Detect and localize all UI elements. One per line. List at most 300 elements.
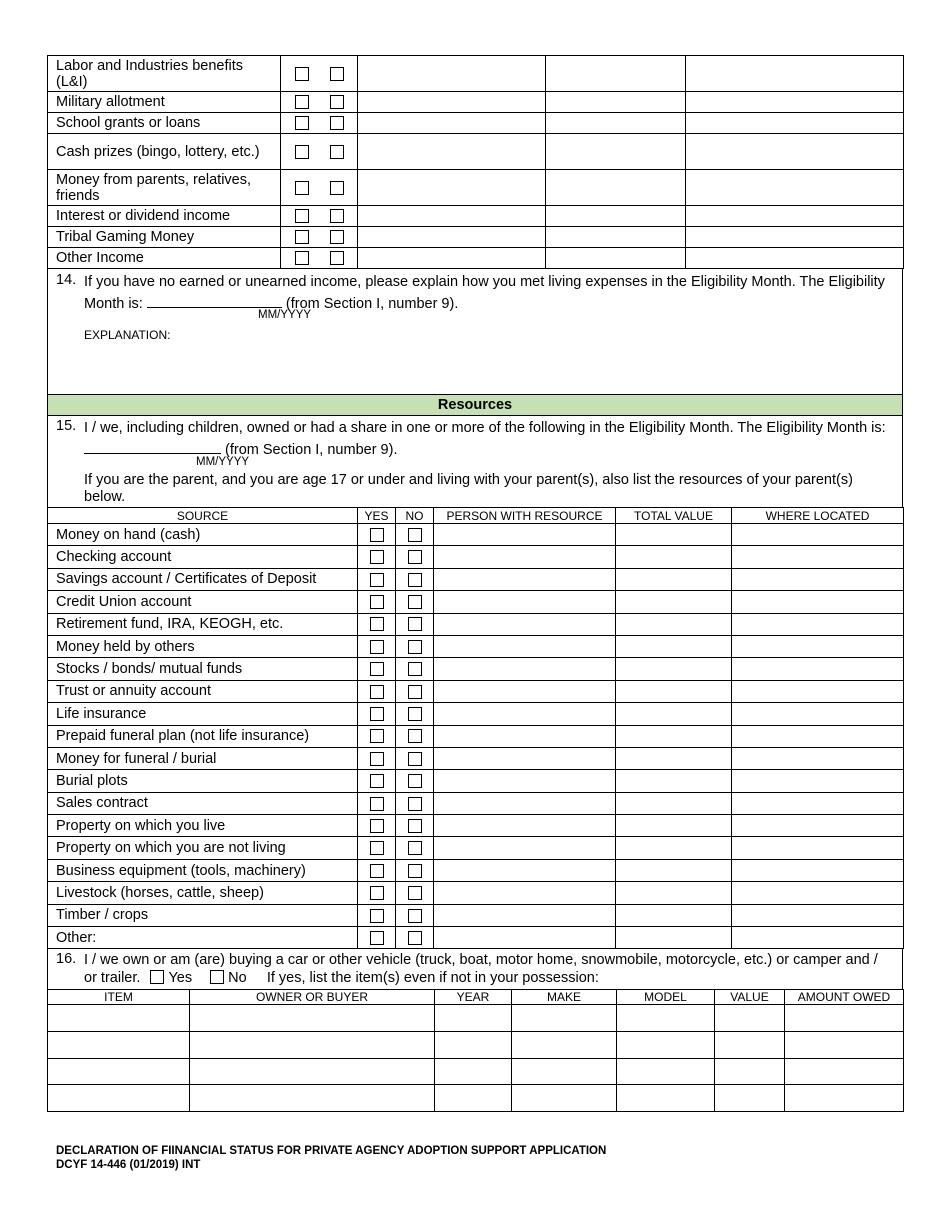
make-field[interactable] bbox=[512, 1032, 617, 1059]
value-field[interactable] bbox=[715, 1005, 785, 1032]
total-value-field[interactable] bbox=[616, 703, 732, 725]
amount-owed-field[interactable] bbox=[785, 1058, 904, 1085]
owner-field[interactable] bbox=[190, 1005, 435, 1032]
resource-no-checkbox[interactable] bbox=[408, 864, 422, 878]
col-yes: YES bbox=[358, 508, 396, 524]
resource-yes-checkbox[interactable] bbox=[370, 662, 384, 676]
person-with-resource-field[interactable] bbox=[434, 725, 616, 747]
resource-yes-checkbox[interactable] bbox=[370, 864, 384, 878]
resource-row bbox=[48, 815, 904, 837]
resource-yes-checkbox[interactable] bbox=[370, 752, 384, 766]
resource-row bbox=[48, 658, 904, 680]
eligibility-month-field[interactable] bbox=[147, 292, 282, 308]
resource-yes-checkbox[interactable] bbox=[370, 774, 384, 788]
make-field[interactable] bbox=[512, 1058, 617, 1085]
resource-source-label: Stocks / bonds/ mutual funds bbox=[48, 658, 358, 680]
amount-owed-field[interactable] bbox=[785, 1005, 904, 1032]
model-field[interactable] bbox=[617, 1005, 715, 1032]
where-located-field[interactable] bbox=[732, 591, 904, 613]
person-with-resource-field[interactable] bbox=[434, 658, 616, 680]
resource-source-label: Sales contract bbox=[48, 792, 358, 814]
income-yes-checkbox[interactable] bbox=[295, 116, 309, 130]
question-15-text-b: (from Section I, number 9). bbox=[225, 442, 398, 458]
total-value-field[interactable] bbox=[616, 815, 732, 837]
yes-cell bbox=[358, 882, 396, 904]
no-cell bbox=[396, 859, 434, 881]
eligibility-month-field[interactable] bbox=[84, 438, 221, 454]
income-yes-checkbox[interactable] bbox=[295, 230, 309, 244]
income-yes-checkbox[interactable] bbox=[295, 209, 309, 223]
income-row bbox=[48, 56, 904, 92]
no-cell bbox=[396, 613, 434, 635]
income-field[interactable] bbox=[358, 56, 546, 92]
vehicle-no-label: No bbox=[228, 970, 247, 987]
person-with-resource-field[interactable] bbox=[434, 904, 616, 926]
income-field[interactable] bbox=[358, 134, 546, 170]
vehicle-row bbox=[48, 1005, 904, 1032]
yes-cell bbox=[358, 524, 396, 546]
income-field[interactable] bbox=[546, 206, 686, 227]
no-cell bbox=[396, 680, 434, 702]
person-with-resource-field[interactable] bbox=[434, 815, 616, 837]
income-field[interactable] bbox=[686, 92, 904, 113]
resource-yes-checkbox[interactable] bbox=[370, 550, 384, 564]
income-no-checkbox[interactable] bbox=[330, 251, 344, 265]
col-year: YEAR bbox=[435, 990, 512, 1005]
where-located-field[interactable] bbox=[732, 635, 904, 657]
year-field[interactable] bbox=[435, 1032, 512, 1059]
resource-source-label: Other: bbox=[48, 927, 358, 949]
resource-yes-checkbox[interactable] bbox=[370, 685, 384, 699]
resource-row bbox=[48, 680, 904, 702]
income-no-checkbox[interactable] bbox=[330, 145, 344, 159]
income-field[interactable] bbox=[686, 227, 904, 248]
parent-note: If you are the parent, and you are age 17 or under and living with your parent(s), also list the resources of your parent(s) below. bbox=[84, 472, 853, 505]
resource-yes-checkbox[interactable] bbox=[370, 886, 384, 900]
income-source-label: Tribal Gaming Money bbox=[48, 227, 281, 248]
no-cell bbox=[396, 725, 434, 747]
income-source-label: Cash prizes (bingo, lottery, etc.) bbox=[48, 134, 281, 170]
income-no-checkbox[interactable] bbox=[330, 95, 344, 109]
resource-no-checkbox[interactable] bbox=[408, 841, 422, 855]
resource-no-checkbox[interactable] bbox=[408, 707, 422, 721]
person-with-resource-field[interactable] bbox=[434, 882, 616, 904]
total-value-field[interactable] bbox=[616, 792, 732, 814]
yes-cell bbox=[358, 546, 396, 568]
yes-cell bbox=[358, 837, 396, 859]
income-source-label: Money from parents, relatives, friends bbox=[48, 170, 281, 206]
total-value-field[interactable] bbox=[616, 904, 732, 926]
question-14-text: If you have no earned or unearned income, please explain how you met living expenses in the Eligibility Month. The Eligibility Month is: bbox=[84, 274, 885, 312]
vehicles-table bbox=[47, 989, 904, 1111]
resource-source-label: Savings account / Certificates of Deposit bbox=[48, 568, 358, 590]
income-yes-checkbox[interactable] bbox=[295, 95, 309, 109]
resource-row bbox=[48, 792, 904, 814]
resource-no-checkbox[interactable] bbox=[408, 909, 422, 923]
col-total-value: TOTAL VALUE bbox=[616, 508, 732, 524]
question-15 bbox=[47, 416, 903, 507]
col-model: MODEL bbox=[617, 990, 715, 1005]
owner-field[interactable] bbox=[190, 1058, 435, 1085]
resource-source-label: Business equipment (tools, machinery) bbox=[48, 859, 358, 881]
income-field[interactable] bbox=[686, 113, 904, 134]
col-source: SOURCE bbox=[48, 508, 358, 524]
col-item: ITEM bbox=[48, 990, 190, 1005]
item-field[interactable] bbox=[48, 1085, 190, 1112]
resource-yes-checkbox[interactable] bbox=[370, 931, 384, 945]
resource-source-label: Checking account bbox=[48, 546, 358, 568]
yes-cell bbox=[358, 859, 396, 881]
income-no-checkbox[interactable] bbox=[330, 116, 344, 130]
explanation-field[interactable] bbox=[84, 342, 894, 392]
resource-no-checkbox[interactable] bbox=[408, 617, 422, 631]
total-value-field[interactable] bbox=[616, 613, 732, 635]
resource-row bbox=[48, 703, 904, 725]
where-located-field[interactable] bbox=[732, 770, 904, 792]
year-field[interactable] bbox=[435, 1085, 512, 1112]
income-field[interactable] bbox=[358, 170, 546, 206]
where-located-field[interactable] bbox=[732, 546, 904, 568]
where-located-field[interactable] bbox=[732, 658, 904, 680]
owner-field[interactable] bbox=[190, 1085, 435, 1112]
total-value-field[interactable] bbox=[616, 635, 732, 657]
vehicle-no-checkbox[interactable] bbox=[210, 970, 224, 984]
resource-source-label: Retirement fund, IRA, KEOGH, etc. bbox=[48, 613, 358, 635]
total-value-field[interactable] bbox=[616, 882, 732, 904]
form-id: DCYF 14-446 (01/2019) INT bbox=[56, 1159, 201, 1171]
total-value-field[interactable] bbox=[616, 747, 732, 769]
resources-table bbox=[47, 507, 904, 949]
no-cell bbox=[396, 815, 434, 837]
where-located-field[interactable] bbox=[732, 882, 904, 904]
resource-row bbox=[48, 904, 904, 926]
total-value-field[interactable] bbox=[616, 927, 732, 949]
model-field[interactable] bbox=[617, 1085, 715, 1112]
resource-no-checkbox[interactable] bbox=[408, 752, 422, 766]
yes-cell bbox=[358, 770, 396, 792]
yes-no-cell bbox=[281, 92, 358, 113]
resource-row bbox=[48, 927, 904, 949]
yes-no-cell bbox=[281, 113, 358, 134]
resource-no-checkbox[interactable] bbox=[408, 662, 422, 676]
person-with-resource-field[interactable] bbox=[434, 546, 616, 568]
person-with-resource-field[interactable] bbox=[434, 747, 616, 769]
income-row bbox=[48, 248, 904, 269]
total-value-field[interactable] bbox=[616, 658, 732, 680]
vehicle-row bbox=[48, 1058, 904, 1085]
resource-source-label: Prepaid funeral plan (not life insurance) bbox=[48, 725, 358, 747]
yes-no-cell bbox=[281, 134, 358, 170]
income-field[interactable] bbox=[358, 206, 546, 227]
person-with-resource-field[interactable] bbox=[434, 680, 616, 702]
resource-row bbox=[48, 770, 904, 792]
resource-row bbox=[48, 546, 904, 568]
total-value-field[interactable] bbox=[616, 680, 732, 702]
income-no-checkbox[interactable] bbox=[330, 209, 344, 223]
question-14 bbox=[47, 269, 903, 395]
person-with-resource-field[interactable] bbox=[434, 859, 616, 881]
person-with-resource-field[interactable] bbox=[434, 703, 616, 725]
resource-row bbox=[48, 635, 904, 657]
person-with-resource-field[interactable] bbox=[434, 635, 616, 657]
where-located-field[interactable] bbox=[732, 703, 904, 725]
income-row bbox=[48, 113, 904, 134]
income-source-label: School grants or loans bbox=[48, 113, 281, 134]
model-field[interactable] bbox=[617, 1032, 715, 1059]
value-field[interactable] bbox=[715, 1032, 785, 1059]
question-number: 16. bbox=[56, 951, 77, 968]
no-cell bbox=[396, 591, 434, 613]
income-yes-checkbox[interactable] bbox=[295, 181, 309, 195]
vehicle-yes-label: Yes bbox=[168, 970, 193, 987]
resource-yes-checkbox[interactable] bbox=[370, 528, 384, 542]
yes-cell bbox=[358, 680, 396, 702]
yes-no-cell bbox=[281, 248, 358, 269]
income-field[interactable] bbox=[686, 56, 904, 92]
no-cell bbox=[396, 882, 434, 904]
person-with-resource-field[interactable] bbox=[434, 770, 616, 792]
vehicle-row bbox=[48, 1085, 904, 1112]
total-value-field[interactable] bbox=[616, 837, 732, 859]
income-field[interactable] bbox=[686, 248, 904, 269]
year-field[interactable] bbox=[435, 1058, 512, 1085]
income-row bbox=[48, 206, 904, 227]
resource-no-checkbox[interactable] bbox=[408, 595, 422, 609]
amount-owed-field[interactable] bbox=[785, 1085, 904, 1112]
owner-field[interactable] bbox=[190, 1032, 435, 1059]
where-located-field[interactable] bbox=[732, 568, 904, 590]
resource-source-label: Trust or annuity account bbox=[48, 680, 358, 702]
question-number: 14. bbox=[56, 272, 77, 288]
question-16-text: I / we own or am (are) buying a car or other vehicle (truck, boat, motor home, snowmobile, motorcycle, etc.) or camper and / or trailer. bbox=[84, 952, 878, 987]
no-cell bbox=[396, 568, 434, 590]
resource-source-label: Timber / crops bbox=[48, 904, 358, 926]
resource-yes-checkbox[interactable] bbox=[370, 841, 384, 855]
where-located-field[interactable] bbox=[732, 904, 904, 926]
resource-source-label: Money held by others bbox=[48, 635, 358, 657]
total-value-field[interactable] bbox=[616, 859, 732, 881]
no-cell bbox=[396, 546, 434, 568]
resource-source-label: Money on hand (cash) bbox=[48, 524, 358, 546]
income-field[interactable] bbox=[686, 206, 904, 227]
col-make: MAKE bbox=[512, 990, 617, 1005]
amount-owed-field[interactable] bbox=[785, 1032, 904, 1059]
no-cell bbox=[396, 635, 434, 657]
person-with-resource-field[interactable] bbox=[434, 568, 616, 590]
where-located-field[interactable] bbox=[732, 747, 904, 769]
col-value: VALUE bbox=[715, 990, 785, 1005]
resource-yes-checkbox[interactable] bbox=[370, 595, 384, 609]
income-no-checkbox[interactable] bbox=[330, 181, 344, 195]
resource-row bbox=[48, 591, 904, 613]
make-field[interactable] bbox=[512, 1005, 617, 1032]
yes-cell bbox=[358, 725, 396, 747]
where-located-field[interactable] bbox=[732, 837, 904, 859]
date-format-label: MM/YYYY bbox=[196, 456, 250, 468]
income-field[interactable] bbox=[358, 113, 546, 134]
resource-no-checkbox[interactable] bbox=[408, 685, 422, 699]
where-located-field[interactable] bbox=[732, 725, 904, 747]
resource-yes-checkbox[interactable] bbox=[370, 819, 384, 833]
yes-cell bbox=[358, 568, 396, 590]
resource-row bbox=[48, 859, 904, 881]
form-title: DECLARATION OF FIINANCIAL STATUS FOR PRIVATE AGENCY ADOPTION SUPPORT APPLICATION bbox=[56, 1145, 607, 1157]
income-field[interactable] bbox=[358, 227, 546, 248]
income-field[interactable] bbox=[686, 134, 904, 170]
question-14-text-b: (from Section I, number 9). bbox=[285, 296, 459, 312]
yes-cell bbox=[358, 703, 396, 725]
income-field[interactable] bbox=[546, 248, 686, 269]
date-format-label: MM/YYYY bbox=[258, 309, 312, 321]
resource-no-checkbox[interactable] bbox=[408, 573, 422, 587]
income-field[interactable] bbox=[546, 56, 686, 92]
make-field[interactable] bbox=[512, 1085, 617, 1112]
item-field[interactable] bbox=[48, 1058, 190, 1085]
person-with-resource-field[interactable] bbox=[434, 524, 616, 546]
total-value-field[interactable] bbox=[616, 568, 732, 590]
person-with-resource-field[interactable] bbox=[434, 591, 616, 613]
income-yes-checkbox[interactable] bbox=[295, 145, 309, 159]
where-located-field[interactable] bbox=[732, 815, 904, 837]
resource-source-label: Livestock (horses, cattle, sheep) bbox=[48, 882, 358, 904]
where-located-field[interactable] bbox=[732, 613, 904, 635]
income-no-checkbox[interactable] bbox=[330, 230, 344, 244]
total-value-field[interactable] bbox=[616, 770, 732, 792]
yes-cell bbox=[358, 815, 396, 837]
resource-no-checkbox[interactable] bbox=[408, 797, 422, 811]
total-value-field[interactable] bbox=[616, 524, 732, 546]
yes-cell bbox=[358, 747, 396, 769]
form-page bbox=[47, 55, 903, 1112]
income-yes-checkbox[interactable] bbox=[295, 251, 309, 265]
resource-no-checkbox[interactable] bbox=[408, 640, 422, 654]
no-cell bbox=[396, 837, 434, 859]
resource-no-checkbox[interactable] bbox=[408, 886, 422, 900]
resource-yes-checkbox[interactable] bbox=[370, 909, 384, 923]
person-with-resource-field[interactable] bbox=[434, 927, 616, 949]
resource-source-label: Burial plots bbox=[48, 770, 358, 792]
income-field[interactable] bbox=[358, 92, 546, 113]
total-value-field[interactable] bbox=[616, 591, 732, 613]
where-located-field[interactable] bbox=[732, 792, 904, 814]
income-row bbox=[48, 92, 904, 113]
resource-yes-checkbox[interactable] bbox=[370, 640, 384, 654]
person-with-resource-field[interactable] bbox=[434, 792, 616, 814]
resource-no-checkbox[interactable] bbox=[408, 528, 422, 542]
resource-row bbox=[48, 524, 904, 546]
resource-row bbox=[48, 747, 904, 769]
where-located-field[interactable] bbox=[732, 859, 904, 881]
income-yes-checkbox[interactable] bbox=[295, 67, 309, 81]
yes-cell bbox=[358, 635, 396, 657]
no-cell bbox=[396, 927, 434, 949]
income-field[interactable] bbox=[546, 113, 686, 134]
vehicle-row bbox=[48, 1032, 904, 1059]
total-value-field[interactable] bbox=[616, 725, 732, 747]
resource-row bbox=[48, 725, 904, 747]
where-located-field[interactable] bbox=[732, 680, 904, 702]
where-located-field[interactable] bbox=[732, 524, 904, 546]
income-field[interactable] bbox=[546, 134, 686, 170]
yes-cell bbox=[358, 658, 396, 680]
income-source-label: Other Income bbox=[48, 248, 281, 269]
yes-no-cell bbox=[281, 206, 358, 227]
no-cell bbox=[396, 904, 434, 926]
question-16 bbox=[47, 949, 903, 989]
resource-source-label: Property on which you live bbox=[48, 815, 358, 837]
income-field[interactable] bbox=[358, 248, 546, 269]
income-no-checkbox[interactable] bbox=[330, 67, 344, 81]
resource-row bbox=[48, 613, 904, 635]
yes-no-cell bbox=[281, 227, 358, 248]
resource-source-label: Credit Union account bbox=[48, 591, 358, 613]
question-16-text-b: If yes, list the item(s) even if not in your possession: bbox=[266, 970, 599, 987]
explanation-label: EXPLANATION: bbox=[84, 328, 171, 342]
item-field[interactable] bbox=[48, 1032, 190, 1059]
value-field[interactable] bbox=[715, 1058, 785, 1085]
resource-no-checkbox[interactable] bbox=[408, 550, 422, 564]
resource-yes-checkbox[interactable] bbox=[370, 729, 384, 743]
resource-yes-checkbox[interactable] bbox=[370, 617, 384, 631]
value-field[interactable] bbox=[715, 1085, 785, 1112]
resource-no-checkbox[interactable] bbox=[408, 729, 422, 743]
resource-source-label: Life insurance bbox=[48, 703, 358, 725]
no-cell bbox=[396, 770, 434, 792]
resource-row bbox=[48, 568, 904, 590]
resource-row bbox=[48, 837, 904, 859]
person-with-resource-field[interactable] bbox=[434, 613, 616, 635]
person-with-resource-field[interactable] bbox=[434, 837, 616, 859]
col-amount-owed: AMOUNT OWED bbox=[785, 990, 904, 1005]
where-located-field[interactable] bbox=[732, 927, 904, 949]
income-field[interactable] bbox=[686, 170, 904, 206]
resource-yes-checkbox[interactable] bbox=[370, 797, 384, 811]
form-footer bbox=[56, 1144, 606, 1172]
resource-no-checkbox[interactable] bbox=[408, 774, 422, 788]
total-value-field[interactable] bbox=[616, 546, 732, 568]
yes-cell bbox=[358, 927, 396, 949]
resource-yes-checkbox[interactable] bbox=[370, 707, 384, 721]
col-owner: OWNER OR BUYER bbox=[190, 990, 435, 1005]
yes-cell bbox=[358, 792, 396, 814]
income-source-label: Military allotment bbox=[48, 92, 281, 113]
col-no: NO bbox=[396, 508, 434, 524]
resource-no-checkbox[interactable] bbox=[408, 931, 422, 945]
income-field[interactable] bbox=[546, 170, 686, 206]
yes-cell bbox=[358, 904, 396, 926]
yes-no-cell bbox=[281, 170, 358, 206]
col-person: PERSON WITH RESOURCE bbox=[434, 508, 616, 524]
no-cell bbox=[396, 703, 434, 725]
model-field[interactable] bbox=[617, 1058, 715, 1085]
resource-row bbox=[48, 882, 904, 904]
item-field[interactable] bbox=[48, 1005, 190, 1032]
yes-no-cell bbox=[281, 56, 358, 92]
income-field[interactable] bbox=[546, 92, 686, 113]
resource-source-label: Money for funeral / burial bbox=[48, 747, 358, 769]
no-cell bbox=[396, 524, 434, 546]
question-15-text: I / we, including children, owned or had a share in one or more of the following in the Eligibility Month. The Eligibility Month is: bbox=[84, 420, 886, 436]
income-source-label: Interest or dividend income bbox=[48, 206, 281, 227]
income-field[interactable] bbox=[546, 227, 686, 248]
resource-no-checkbox[interactable] bbox=[408, 819, 422, 833]
col-where-located: WHERE LOCATED bbox=[732, 508, 904, 524]
vehicle-yes-checkbox[interactable] bbox=[150, 970, 164, 984]
income-row bbox=[48, 227, 904, 248]
resource-yes-checkbox[interactable] bbox=[370, 573, 384, 587]
year-field[interactable] bbox=[435, 1005, 512, 1032]
income-row bbox=[48, 134, 904, 170]
